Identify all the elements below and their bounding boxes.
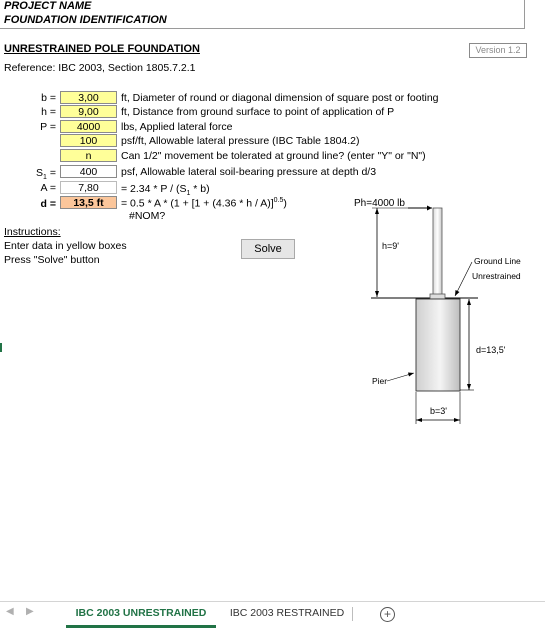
label-p: P = xyxy=(40,121,56,133)
instructions-heading: Instructions: xyxy=(4,226,61,238)
desc-movement: Can 1/2" movement be tolerated at ground line? (enter "Y" or "N") xyxy=(121,150,426,162)
desc-s1: psf, Allowable lateral soil-bearing pressure at depth d/3 xyxy=(121,166,377,178)
label-d: d = xyxy=(40,198,56,210)
d-label: d=13,5' xyxy=(476,345,506,355)
pier-label: Pier xyxy=(372,376,388,386)
solve-button[interactable]: Solve xyxy=(241,239,295,259)
version-badge: Version 1.2 xyxy=(469,43,527,58)
input-p[interactable]: 4000 xyxy=(60,120,117,133)
input-b[interactable]: 3,00 xyxy=(60,91,117,104)
label-a: A = xyxy=(40,182,56,194)
pier xyxy=(416,299,460,391)
pole-base xyxy=(430,294,445,299)
reference-text: Reference: IBC 2003, Section 1805.7.2.1 xyxy=(4,62,196,74)
input-movement[interactable]: n xyxy=(60,149,117,162)
desc-b: ft, Diameter of round or diagonal dimension of square post or footing xyxy=(121,92,439,104)
pole xyxy=(433,208,442,299)
h-label: h=9' xyxy=(382,241,399,251)
formula-a: = 2.34 * P / $(S_1 * b)$ xyxy=(121,183,210,198)
tab-ibc-2003-unrestrained[interactable]: IBC 2003 UNRESTRAINED xyxy=(66,601,216,628)
tab-separator xyxy=(352,607,353,621)
input-lateral-pressure[interactable]: 100 xyxy=(60,134,117,147)
ground-line-label: Ground Line xyxy=(474,256,521,266)
error-cell: #NOM? xyxy=(129,210,166,222)
add-sheet-icon[interactable]: + xyxy=(380,607,395,622)
value-a: 7,80 xyxy=(60,181,117,194)
input-s1[interactable]: 400 xyxy=(60,165,117,178)
desc-lateral-pressure: psf/ft, Allowable lateral pressure (IBC Table 1804.2) xyxy=(121,135,360,147)
input-h[interactable]: 9,00 xyxy=(60,105,117,118)
scroll-left-icon[interactable]: ◀ xyxy=(6,606,14,617)
label-s1: $S_1$ = xyxy=(36,167,56,182)
b-label: b=3' xyxy=(430,406,447,416)
unrestrained-label: Unrestrained xyxy=(472,271,521,281)
desc-h: ft, Distance from ground surface to point of application of P xyxy=(121,106,395,118)
result-d: 13,5 ft xyxy=(60,196,117,209)
scroll-right-icon[interactable]: ▶ xyxy=(26,606,34,617)
instructions-line-1: Enter data in yellow boxes xyxy=(4,240,127,252)
formula-d: = $0.5 * A * (1 + [1 + (4.36 * h / A)]^{0.5})$ xyxy=(121,197,287,210)
desc-p: lbs, Applied lateral force xyxy=(121,121,233,133)
instructions-line-2: Press "Solve" button xyxy=(4,254,100,266)
label-h: h = xyxy=(41,106,56,118)
project-name: PROJECT NAME xyxy=(4,0,92,12)
ph-label: Ph=4000 lb xyxy=(354,198,405,209)
label-b: b = xyxy=(41,92,56,104)
foundation-identification: FOUNDATION IDENTIFICATION xyxy=(4,14,167,26)
tab-ibc-2003-restrained[interactable]: IBC 2003 RESTRAINED xyxy=(229,607,345,619)
page-title: UNRESTRAINED POLE FOUNDATION xyxy=(4,43,200,55)
